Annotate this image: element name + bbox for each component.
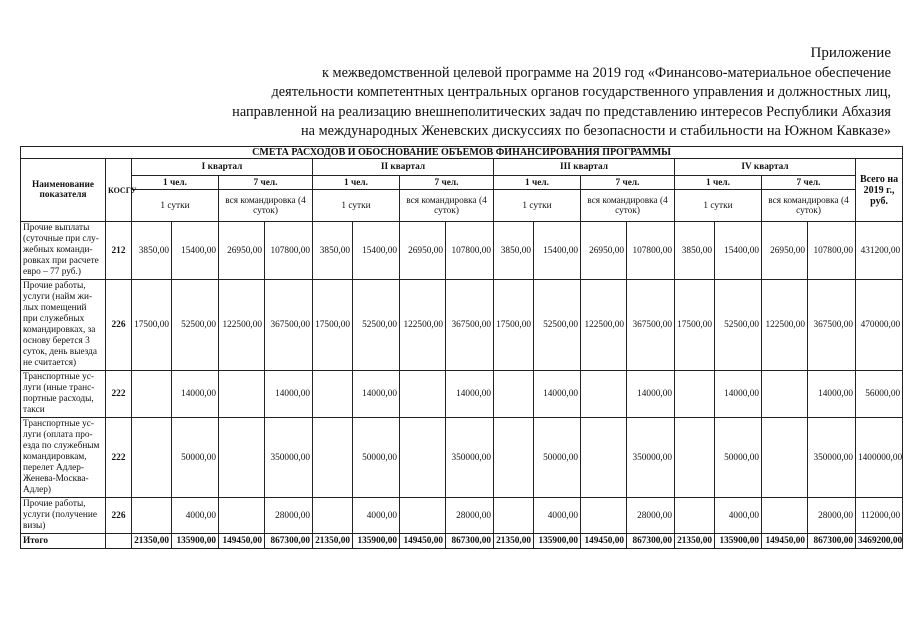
value-cell: 52500,00 bbox=[715, 280, 762, 371]
value-cell: 350000,00 bbox=[808, 418, 856, 498]
value-cell: 50000,00 bbox=[715, 418, 762, 498]
table-caption: СМЕТА РАСХОДОВ И ОБОСНОВАНИЕ ОБЪЕМОВ ФИНАНСИРОВАНИЯ ПРОГРАММЫ bbox=[21, 147, 903, 159]
table-row bbox=[21, 418, 903, 498]
value-cell: 17500,00 bbox=[675, 280, 715, 371]
total-cell: 21350,00 bbox=[494, 534, 534, 549]
row-kosgu: 226 bbox=[106, 498, 132, 534]
period-header: 1 сутки bbox=[132, 190, 219, 222]
value-cell bbox=[132, 418, 172, 498]
persons-header: 1 чел. bbox=[132, 176, 219, 190]
value-cell: 26950,00 bbox=[400, 222, 446, 280]
value-cell bbox=[581, 418, 627, 498]
value-cell bbox=[494, 371, 534, 418]
total-cell: 135900,00 bbox=[715, 534, 762, 549]
table-body bbox=[21, 222, 903, 534]
row-kosgu: 212 bbox=[106, 222, 132, 280]
appendix-title: Приложение bbox=[810, 45, 891, 61]
total-cell: 21350,00 bbox=[675, 534, 715, 549]
value-cell bbox=[219, 371, 265, 418]
persons-header: 7 чел. bbox=[400, 176, 494, 190]
value-cell bbox=[675, 371, 715, 418]
value-cell: 28000,00 bbox=[446, 498, 494, 534]
period-header: вся командировка (4 суток) bbox=[400, 190, 494, 222]
persons-header: 7 чел. bbox=[762, 176, 856, 190]
value-cell bbox=[313, 498, 353, 534]
value-cell: 107800,00 bbox=[265, 222, 313, 280]
total-cell: 21350,00 bbox=[132, 534, 172, 549]
value-cell: 26950,00 bbox=[581, 222, 627, 280]
period-header: 1 сутки bbox=[494, 190, 581, 222]
value-cell: 14000,00 bbox=[534, 371, 581, 418]
value-cell: 3850,00 bbox=[675, 222, 715, 280]
value-cell: 17500,00 bbox=[313, 280, 353, 371]
value-cell bbox=[762, 498, 808, 534]
value-cell: 50000,00 bbox=[353, 418, 400, 498]
row-total: 112000,00 bbox=[856, 498, 903, 534]
value-cell: 3850,00 bbox=[313, 222, 353, 280]
row-kosgu: 226 bbox=[106, 280, 132, 371]
value-cell bbox=[219, 498, 265, 534]
period-header: вся командировка (4 суток) bbox=[762, 190, 856, 222]
value-cell: 122500,00 bbox=[400, 280, 446, 371]
value-cell: 107800,00 bbox=[627, 222, 675, 280]
header-line: на международных Женевских дискуссиях по безопасности и стабильности на Южном Кавказе» bbox=[301, 123, 891, 139]
table-caption-row bbox=[21, 147, 903, 159]
row-total: 56000,00 bbox=[856, 371, 903, 418]
header-row-quarters bbox=[21, 159, 903, 176]
row-total: 470000,00 bbox=[856, 280, 903, 371]
quarter-header: II квартал bbox=[313, 159, 494, 176]
header-line: к межведомственной целевой программе на 2019 год «Финансово-материальное обеспечение bbox=[322, 64, 891, 81]
total-cell: 149450,00 bbox=[762, 534, 808, 549]
quarter-header: IV квартал bbox=[675, 159, 856, 176]
value-cell: 350000,00 bbox=[627, 418, 675, 498]
value-cell bbox=[494, 498, 534, 534]
value-cell bbox=[400, 418, 446, 498]
value-cell: 50000,00 bbox=[534, 418, 581, 498]
value-cell: 28000,00 bbox=[627, 498, 675, 534]
value-cell bbox=[762, 371, 808, 418]
value-cell bbox=[581, 498, 627, 534]
persons-header: 1 чел. bbox=[494, 176, 581, 190]
total-label: Итого bbox=[21, 534, 106, 549]
row-kosgu: 222 bbox=[106, 371, 132, 418]
value-cell: 367500,00 bbox=[808, 280, 856, 371]
value-cell: 367500,00 bbox=[265, 280, 313, 371]
value-cell: 350000,00 bbox=[446, 418, 494, 498]
value-cell bbox=[132, 498, 172, 534]
value-cell: 107800,00 bbox=[808, 222, 856, 280]
value-cell: 15400,00 bbox=[715, 222, 762, 280]
persons-header: 1 чел. bbox=[675, 176, 762, 190]
table-row bbox=[21, 498, 903, 534]
period-header: вся командировка (4 суток) bbox=[219, 190, 313, 222]
header-row-persons bbox=[21, 176, 903, 190]
header-line: направленной на реализацию внешнеполитических задач по представлению интересов Республики Абхазия bbox=[232, 103, 891, 120]
value-cell: 4000,00 bbox=[353, 498, 400, 534]
row-kosgu: 222 bbox=[106, 418, 132, 498]
value-cell: 122500,00 bbox=[581, 280, 627, 371]
total-cell: 135900,00 bbox=[534, 534, 581, 549]
value-cell: 14000,00 bbox=[808, 371, 856, 418]
value-cell bbox=[400, 498, 446, 534]
row-name: Транспортные ус-луги (иные транс-портные расходы, такси bbox=[21, 371, 106, 418]
row-name: Прочие выплаты (суточные при слу-жебных команди-ровках при расчете евро – 77 руб.) bbox=[21, 222, 106, 280]
value-cell: 15400,00 bbox=[353, 222, 400, 280]
total-code-cell bbox=[106, 534, 132, 549]
value-cell bbox=[132, 371, 172, 418]
total-cell: 867300,00 bbox=[808, 534, 856, 549]
col-header-kosgu: КОСГУ bbox=[106, 159, 132, 222]
persons-header: 7 чел. bbox=[219, 176, 313, 190]
value-cell: 15400,00 bbox=[172, 222, 219, 280]
document-header bbox=[11, 44, 891, 142]
row-total: 1400000,00 bbox=[856, 418, 903, 498]
period-header: 1 сутки bbox=[675, 190, 762, 222]
value-cell bbox=[313, 371, 353, 418]
value-cell: 26950,00 bbox=[762, 222, 808, 280]
value-cell: 107800,00 bbox=[446, 222, 494, 280]
header-line: деятельности компетентных центральных органов государственного управления и должностных лиц, bbox=[271, 84, 891, 100]
value-cell: 17500,00 bbox=[132, 280, 172, 371]
value-cell: 15400,00 bbox=[534, 222, 581, 280]
value-cell: 50000,00 bbox=[172, 418, 219, 498]
row-name: Прочие работы, услуги (найм жи-лых помещений при служебных командировках, за основу берется 3 суток, день выезда не считается) bbox=[21, 280, 106, 371]
value-cell: 3850,00 bbox=[494, 222, 534, 280]
total-row bbox=[21, 534, 903, 549]
period-header: вся командировка (4 суток) bbox=[581, 190, 675, 222]
value-cell: 52500,00 bbox=[534, 280, 581, 371]
value-cell bbox=[219, 418, 265, 498]
total-cell: 867300,00 bbox=[265, 534, 313, 549]
grand-total-cell: 3469200,00 bbox=[856, 534, 903, 549]
value-cell: 4000,00 bbox=[715, 498, 762, 534]
value-cell: 17500,00 bbox=[494, 280, 534, 371]
total-cell: 149450,00 bbox=[400, 534, 446, 549]
value-cell: 122500,00 bbox=[219, 280, 265, 371]
value-cell bbox=[581, 371, 627, 418]
persons-header: 7 чел. bbox=[581, 176, 675, 190]
total-cell: 135900,00 bbox=[353, 534, 400, 549]
value-cell: 52500,00 bbox=[353, 280, 400, 371]
col-header-name: Наименование показателя bbox=[21, 159, 106, 222]
value-cell bbox=[400, 371, 446, 418]
value-cell: 14000,00 bbox=[627, 371, 675, 418]
value-cell: 14000,00 bbox=[715, 371, 762, 418]
table-row bbox=[21, 222, 903, 280]
total-cell: 135900,00 bbox=[172, 534, 219, 549]
value-cell: 4000,00 bbox=[172, 498, 219, 534]
row-total: 431200,00 bbox=[856, 222, 903, 280]
value-cell: 14000,00 bbox=[265, 371, 313, 418]
row-name: Прочие работы, услуги (получение визы) bbox=[21, 498, 106, 534]
value-cell: 52500,00 bbox=[172, 280, 219, 371]
col-header-total: Всего на 2019 г., руб. bbox=[856, 159, 903, 222]
row-name: Транспортные ус-луги (оплата про-езда по служебным командировкам, перелет Адлер-Женева-Москва-Адлер) bbox=[21, 418, 106, 498]
value-cell: 14000,00 bbox=[172, 371, 219, 418]
value-cell bbox=[494, 418, 534, 498]
period-header: 1 сутки bbox=[313, 190, 400, 222]
value-cell: 3850,00 bbox=[132, 222, 172, 280]
total-cell: 867300,00 bbox=[627, 534, 675, 549]
value-cell: 26950,00 bbox=[219, 222, 265, 280]
value-cell: 367500,00 bbox=[446, 280, 494, 371]
budget-table bbox=[20, 146, 903, 549]
value-cell bbox=[313, 418, 353, 498]
header-row-periods bbox=[21, 190, 903, 222]
value-cell bbox=[675, 418, 715, 498]
value-cell: 367500,00 bbox=[627, 280, 675, 371]
total-cell: 149450,00 bbox=[219, 534, 265, 549]
value-cell: 122500,00 bbox=[762, 280, 808, 371]
table-row bbox=[21, 371, 903, 418]
value-cell: 14000,00 bbox=[446, 371, 494, 418]
total-cell: 867300,00 bbox=[446, 534, 494, 549]
persons-header: 1 чел. bbox=[313, 176, 400, 190]
value-cell: 350000,00 bbox=[265, 418, 313, 498]
value-cell: 28000,00 bbox=[808, 498, 856, 534]
table-row bbox=[21, 280, 903, 371]
quarter-header: I квартал bbox=[132, 159, 313, 176]
value-cell: 28000,00 bbox=[265, 498, 313, 534]
quarter-header: III квартал bbox=[494, 159, 675, 176]
value-cell bbox=[762, 418, 808, 498]
total-cell: 149450,00 bbox=[581, 534, 627, 549]
value-cell: 4000,00 bbox=[534, 498, 581, 534]
value-cell: 14000,00 bbox=[353, 371, 400, 418]
total-cell: 21350,00 bbox=[313, 534, 353, 549]
value-cell bbox=[675, 498, 715, 534]
